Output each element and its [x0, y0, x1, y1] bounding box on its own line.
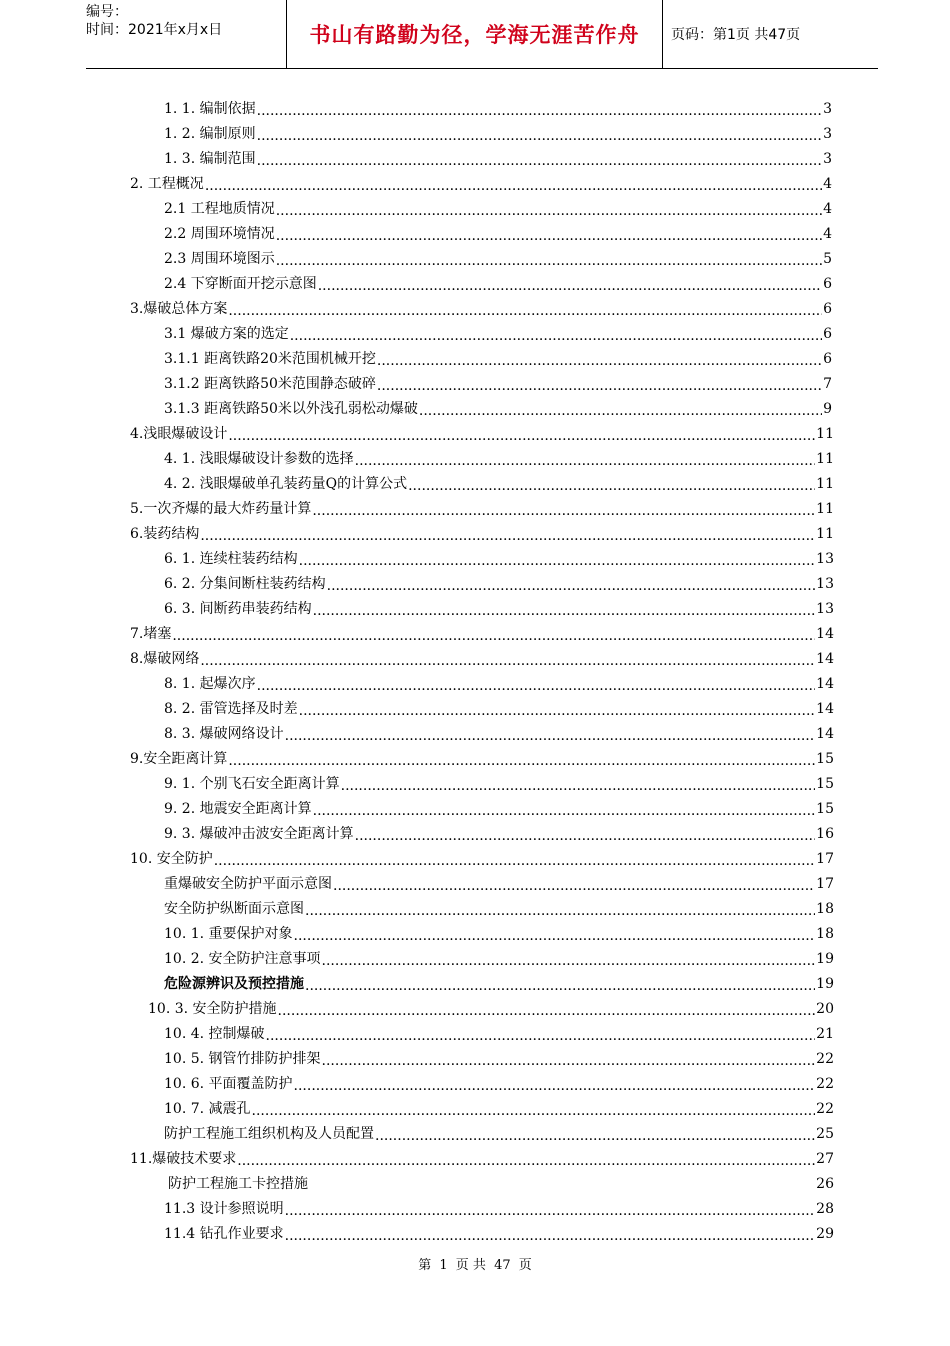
toc-entry-page: 27	[816, 1151, 834, 1167]
toc-entry-page: 5	[823, 251, 832, 267]
toc-entry[interactable]	[164, 673, 834, 695]
toc-leader-dots	[252, 1102, 816, 1120]
footer-page-number: 1	[439, 1258, 448, 1273]
footer-total-pages: 47	[494, 1258, 511, 1273]
toc-leader-dots	[377, 352, 822, 370]
toc-entry[interactable]	[130, 623, 834, 645]
toc-entry-title: 重爆破安全防护平面示意图	[164, 876, 332, 892]
toc-entry[interactable]	[164, 1123, 834, 1145]
toc-entry-page: 4	[823, 226, 832, 242]
toc-entry-page: 11	[816, 526, 834, 542]
toc-entry[interactable]	[164, 773, 834, 795]
toc-leader-dots	[355, 827, 816, 845]
toc-entry-title: 8.爆破网络	[130, 651, 200, 667]
toc-entry-page: 11	[816, 426, 834, 442]
toc-entry-title: 10. 安全防护	[130, 851, 213, 867]
toc-entry-title: 9. 3. 爆破冲击波安全距离计算	[164, 826, 354, 842]
toc-entry-page: 6	[823, 351, 832, 367]
toc-entry-page: 14	[816, 651, 834, 667]
toc-entry-title: 6. 2. 分集间断柱装药结构	[164, 576, 326, 592]
toc-entry[interactable]	[130, 848, 834, 870]
toc-leader-dots	[355, 452, 816, 470]
toc-leader-dots	[377, 377, 822, 395]
toc-entry-page: 15	[816, 751, 834, 767]
toc-entry[interactable]	[164, 273, 832, 295]
toc-entry[interactable]	[164, 548, 834, 570]
toc-entry-title: 10. 3. 安全防护措施	[148, 1001, 277, 1017]
toc-entry[interactable]	[164, 1073, 834, 1095]
toc-entry[interactable]	[164, 923, 834, 945]
toc-entry-title: 危险源辨识及预控措施	[164, 976, 304, 992]
toc-leader-dots	[294, 1077, 816, 1095]
header-motto: 书山有路勤为径，学海无涯苦作舟	[286, 0, 663, 68]
toc-entry[interactable]	[164, 323, 832, 345]
toc-entry[interactable]	[164, 98, 832, 120]
toc-leader-dots	[257, 102, 822, 120]
toc-entry-page: 13	[816, 551, 834, 567]
toc-leader-dots	[285, 727, 816, 745]
toc-entry-title: 10. 4. 控制爆破	[164, 1026, 265, 1042]
toc-entry[interactable]	[164, 898, 834, 920]
toc-entry-title: 1. 3. 编制范围	[164, 151, 256, 167]
toc-leader-dots	[214, 852, 815, 870]
toc-entry[interactable]	[130, 498, 834, 520]
toc-entry-title: 8. 1. 起爆次序	[164, 676, 256, 692]
toc-entry-title: 10. 1. 重要保护对象	[164, 926, 293, 942]
toc-entry[interactable]	[164, 123, 832, 145]
toc-entry-title: 2.1 工程地质情况	[164, 201, 275, 217]
toc-leader-dots	[276, 227, 822, 245]
toc-leader-dots	[276, 252, 822, 270]
document-date-label: 时间：2021年x月x日	[86, 22, 223, 38]
toc-leader-dots	[172, 627, 815, 645]
toc-entry-title: 3.1.2 距离铁路50米范围静态破碎	[164, 376, 376, 392]
toc-leader-dots	[333, 877, 815, 895]
toc-entry[interactable]	[164, 373, 832, 395]
toc-leader-dots	[228, 427, 815, 445]
toc-entry-page: 18	[816, 901, 834, 917]
toc-entry-page: 7	[823, 376, 832, 392]
toc-entry[interactable]	[130, 423, 834, 445]
toc-entry[interactable]	[164, 398, 832, 420]
toc-entry-page: 13	[816, 576, 834, 592]
toc-entry[interactable]	[130, 1148, 834, 1170]
toc-entry-title: 6. 1. 连续柱装药结构	[164, 551, 298, 567]
page-header	[86, 0, 878, 69]
toc-leader-dots	[266, 1027, 816, 1045]
toc-leader-dots	[312, 502, 815, 520]
toc-entry-page: 3	[823, 126, 832, 142]
toc-entry-page: 16	[816, 826, 834, 842]
footer-prefix: 第	[418, 1258, 432, 1273]
toc-leader-dots	[200, 527, 815, 545]
toc-leader-dots	[305, 977, 815, 995]
toc-entry-title: 4. 1. 浅眼爆破设计参数的选择	[164, 451, 354, 467]
toc-entry-page: 20	[816, 1001, 834, 1017]
toc-entry-page: 11	[816, 501, 834, 517]
toc-leader-dots	[228, 302, 822, 320]
toc-entry-title: 2.4 下穿断面开挖示意图	[164, 276, 317, 292]
toc-entry-page: 6	[823, 326, 832, 342]
toc-entry-title: 3.1.3 距离铁路50米以外浅孔弱松动爆破	[164, 401, 418, 417]
toc-entry[interactable]	[164, 1223, 834, 1245]
toc-entry-title: 7.堵塞	[130, 626, 172, 642]
toc-entry-page: 25	[816, 1126, 834, 1142]
toc-entry[interactable]	[164, 148, 832, 170]
toc-entry-page: 15	[816, 801, 834, 817]
toc-entry-page: 26	[816, 1176, 834, 1192]
toc-leader-dots	[276, 202, 822, 220]
toc-entry-page: 22	[816, 1076, 834, 1092]
toc-entry-page: 3	[823, 101, 832, 117]
toc-entry[interactable]	[164, 698, 834, 720]
toc-entry-title: 4.浅眼爆破设计	[130, 426, 228, 442]
toc-leader-dots	[294, 927, 816, 945]
toc-leader-dots	[313, 802, 816, 820]
toc-entry[interactable]	[148, 998, 834, 1020]
toc-entry-page: 17	[816, 876, 834, 892]
toc-entry-page: 19	[816, 976, 834, 992]
toc-entry-page: 4	[823, 201, 832, 217]
toc-entry-title: 11.3 设计参照说明	[164, 1201, 284, 1217]
toc-entry[interactable]	[164, 798, 834, 820]
toc-entry-title: 安全防护纵断面示意图	[164, 901, 304, 917]
toc-entry-title: 3.1.1 距离铁路20米范围机械开挖	[164, 351, 376, 367]
toc-entry-page: 9	[823, 401, 832, 417]
toc-entry-page: 6	[823, 276, 832, 292]
toc-entry-title: 9.安全距离计算	[130, 751, 228, 767]
toc-entry-page: 22	[816, 1101, 834, 1117]
toc-entry[interactable]	[130, 173, 832, 195]
toc-leader-dots	[257, 677, 816, 695]
toc-entry[interactable]	[164, 1048, 834, 1070]
toc-entry-page: 18	[816, 926, 834, 942]
toc-entry[interactable]	[164, 1023, 834, 1045]
toc-leader-dots	[205, 177, 822, 195]
toc-leader-dots	[341, 777, 816, 795]
toc-entry-title: 8. 3. 爆破网络设计	[164, 726, 284, 742]
toc-entry[interactable]	[130, 648, 834, 670]
toc-leader-dots	[299, 702, 816, 720]
toc-entry-page: 6	[823, 301, 832, 317]
toc-leader-dots	[278, 1002, 816, 1020]
toc-leader-dots	[285, 1202, 816, 1220]
toc-leader-dots	[318, 277, 822, 295]
toc-leader-dots	[322, 952, 816, 970]
toc-leader-dots	[228, 752, 815, 770]
toc-leader-dots	[375, 1127, 815, 1145]
toc-entry-page: 4	[823, 176, 832, 192]
toc-entry-title: 1. 2. 编制原则	[164, 126, 256, 142]
toc-leader-dots	[313, 602, 816, 620]
toc-entry[interactable]	[164, 823, 834, 845]
toc-entry-title: 9. 1. 个别飞石安全距离计算	[164, 776, 340, 792]
toc-entry-title: 9. 2. 地震安全距离计算	[164, 801, 312, 817]
footer-suffix: 页	[518, 1258, 532, 1273]
toc-leader-dots	[290, 327, 822, 345]
toc-entry-page: 22	[816, 1051, 834, 1067]
toc-entry-title: 10. 7. 减震孔	[164, 1101, 251, 1117]
toc-entry-title: 6.装药结构	[130, 526, 200, 542]
toc-entry[interactable]	[164, 473, 834, 495]
toc-entry[interactable]	[164, 1098, 834, 1120]
toc-entry-title: 11.爆破技术要求	[130, 1151, 237, 1167]
toc-entry[interactable]	[164, 198, 832, 220]
toc-entry[interactable]	[164, 448, 834, 470]
toc-leader-dots	[257, 152, 822, 170]
toc-entry-title: 5.一次齐爆的最大炸药量计算	[130, 501, 312, 517]
toc-entry[interactable]	[164, 1198, 834, 1220]
toc-entry-title: 2. 工程概况	[130, 176, 204, 192]
toc-leader-dots	[200, 652, 815, 670]
toc-entry-title: 3.1 爆破方案的选定	[164, 326, 289, 342]
toc-entry[interactable]	[164, 573, 834, 595]
header-page-label: 页码：第1页 共47页	[671, 27, 801, 43]
toc-entry-title: 10. 5. 钢管竹排防护排架	[164, 1051, 321, 1067]
toc-entry-title: 防护工程施工卡控措施	[168, 1176, 308, 1192]
toc-entry-title: 10. 2. 安全防护注意事项	[164, 951, 321, 967]
toc-leader-dots	[257, 127, 822, 145]
toc-entry-page: 19	[816, 951, 834, 967]
toc-entry-page: 15	[816, 776, 834, 792]
toc-entry-title: 11.4 钻孔作业要求	[164, 1226, 284, 1242]
toc-leader-dots	[408, 477, 815, 495]
toc-entry-title: 6. 3. 间断药串装药结构	[164, 601, 312, 617]
toc-entry-page: 29	[816, 1226, 834, 1242]
toc-entry-title: 3.爆破总体方案	[130, 301, 228, 317]
toc-entry[interactable]	[164, 973, 834, 995]
toc-leader-dots	[237, 1152, 815, 1170]
toc-entry[interactable]	[164, 348, 832, 370]
toc-leader-dots	[305, 902, 815, 920]
document-number-label: 编号：	[86, 4, 128, 20]
toc-entry-page: 13	[816, 601, 834, 617]
toc-entry-page: 11	[816, 476, 834, 492]
toc-entry[interactable]	[164, 873, 834, 895]
toc-entry-page: 14	[816, 701, 834, 717]
toc-entry[interactable]	[130, 298, 832, 320]
toc-entry-page: 14	[816, 726, 834, 742]
toc-entry[interactable]	[168, 1173, 834, 1195]
toc-entry-page: 11	[816, 451, 834, 467]
toc-entry-title: 1. 1. 编制依据	[164, 101, 256, 117]
toc-leader-dots	[285, 1227, 816, 1245]
toc-entry-title: 8. 2. 雷管选择及时差	[164, 701, 298, 717]
toc-entry[interactable]	[164, 723, 834, 745]
toc-entry-title: 2.3 周围环境图示	[164, 251, 275, 267]
toc-entry-page: 14	[816, 626, 834, 642]
toc-entry-title: 防护工程施工组织机构及人员配置	[164, 1126, 374, 1142]
toc-leader-dots	[322, 1052, 816, 1070]
footer-mid: 页 共	[455, 1258, 486, 1273]
toc-entry-page: 3	[823, 151, 832, 167]
toc-entry[interactable]	[164, 598, 834, 620]
toc-entry[interactable]	[164, 223, 832, 245]
page-footer	[0, 1254, 950, 1273]
toc-entry-title: 2.2 周围环境情况	[164, 226, 275, 242]
toc-entry[interactable]	[130, 748, 834, 770]
header-info	[86, 0, 286, 71]
toc-entry-page: 21	[816, 1026, 834, 1042]
toc-entry-page: 28	[816, 1201, 834, 1217]
toc-entry-page: 14	[816, 676, 834, 692]
toc-leader-dots	[299, 552, 816, 570]
toc-entry-page: 17	[816, 851, 834, 867]
toc-leader-dots	[419, 402, 822, 420]
toc-leader-dots	[327, 577, 816, 595]
toc-entry[interactable]	[130, 523, 834, 545]
toc-entry[interactable]	[164, 248, 832, 270]
toc-entry-title: 4. 2. 浅眼爆破单孔装药量Q的计算公式	[164, 476, 408, 492]
toc-entry-title: 10. 6. 平面覆盖防护	[164, 1076, 293, 1092]
toc-entry[interactable]	[164, 948, 834, 970]
